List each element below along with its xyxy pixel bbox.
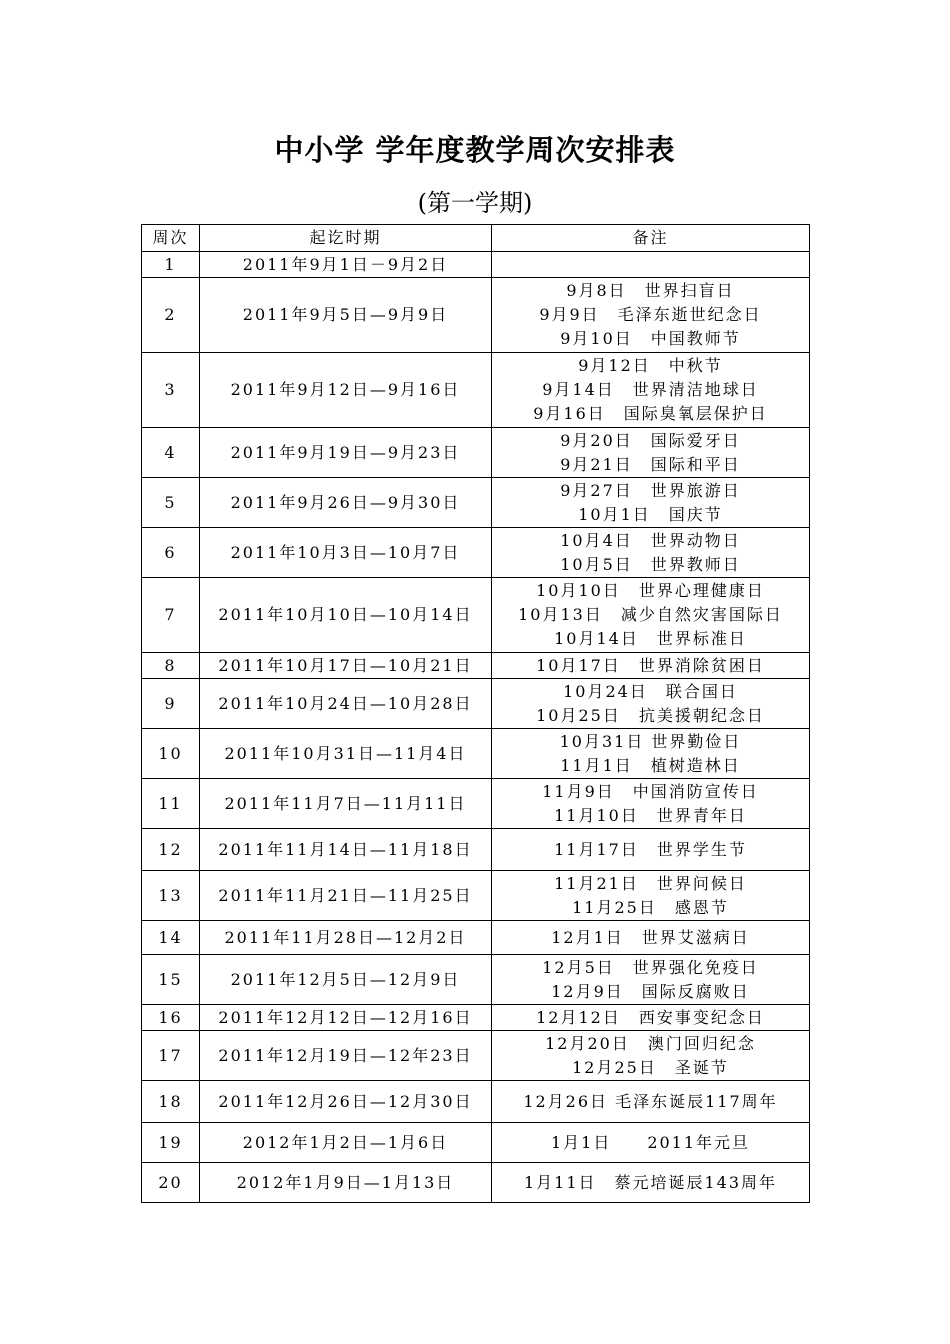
note-line: 11月1日 植树造林日 <box>560 755 741 775</box>
notes-cell <box>492 871 810 921</box>
week-cell: 15 <box>142 955 200 1005</box>
period-cell: 2011年12月12日—12月16日 <box>200 1005 492 1031</box>
table-row <box>142 428 810 478</box>
note-line: 9月27日 世界旅游日 <box>560 480 741 500</box>
note-line: 10月25日 抗美援朝纪念日 <box>536 705 765 725</box>
note-line: 9月9日 毛泽东逝世纪念日 <box>539 305 762 324</box>
week-cell: 1 <box>142 252 200 278</box>
period-cell: 2011年10月24日—10月28日 <box>200 679 492 729</box>
week-cell: 20 <box>142 1163 200 1203</box>
note-line: 10月4日 世界动物日 <box>560 530 741 550</box>
table-row <box>142 1081 810 1123</box>
week-cell: 9 <box>142 679 200 729</box>
notes-cell <box>492 1031 810 1081</box>
notes-cell <box>492 679 810 729</box>
note-line: 10月13日 减少自然灾害国际日 <box>518 605 783 624</box>
note-line: 9月12日 中秋节 <box>578 356 723 375</box>
note-line: 10月1日 国庆节 <box>578 504 723 524</box>
notes-cell <box>492 779 810 829</box>
notes-cell <box>492 528 810 578</box>
week-cell: 3 <box>142 353 200 428</box>
note-line: 1月11日 蔡元培诞辰143周年 <box>523 1172 778 1192</box>
period-cell: 2011年9月5日—9月9日 <box>200 278 492 353</box>
period-cell: 2011年11月28日—12月2日 <box>200 921 492 955</box>
table-row <box>142 578 810 653</box>
week-cell: 10 <box>142 729 200 779</box>
table-row <box>142 1123 810 1163</box>
period-cell: 2011年9月26日—9月30日 <box>200 478 492 528</box>
period-cell: 2011年11月21日—11月25日 <box>200 871 492 921</box>
week-cell: 7 <box>142 578 200 653</box>
note-line: 12月26日 毛泽东诞辰117周年 <box>523 1091 778 1111</box>
note-line: 10月31日 世界勤俭日 <box>559 731 742 751</box>
week-cell: 6 <box>142 528 200 578</box>
period-cell: 2011年12月5日—12月9日 <box>200 955 492 1005</box>
notes-cell <box>492 955 810 1005</box>
notes-cell <box>492 1123 810 1163</box>
period-cell: 2012年1月9日—1月13日 <box>200 1163 492 1203</box>
week-cell: 5 <box>142 478 200 528</box>
period-cell: 2012年1月2日—1月6日 <box>200 1123 492 1163</box>
note-line: 9月8日 世界扫盲日 <box>566 281 735 300</box>
period-cell: 2011年10月31日—11月4日 <box>200 729 492 779</box>
period-cell: 2011年12月26日—12月30日 <box>200 1081 492 1123</box>
period-cell: 2011年11月7日—11月11日 <box>200 779 492 829</box>
period-cell: 2011年10月3日—10月7日 <box>200 528 492 578</box>
notes-cell <box>492 1081 810 1123</box>
table-row <box>142 729 810 779</box>
note-line: 9月10日 中国教师节 <box>560 329 741 348</box>
table-row <box>142 871 810 921</box>
week-cell: 11 <box>142 779 200 829</box>
header-notes: 备注 <box>492 225 810 252</box>
notes-cell <box>492 921 810 955</box>
note-line: 9月21日 国际和平日 <box>560 454 741 474</box>
notes-cell <box>492 729 810 779</box>
week-cell: 4 <box>142 428 200 478</box>
note-line: 12月12日 西安事变纪念日 <box>536 1007 765 1027</box>
page-title: 中小学 学年度教学周次安排表 <box>274 133 676 167</box>
table-row <box>142 1163 810 1203</box>
notes-cell <box>492 278 810 353</box>
period-cell: 2011年9月19日—9月23日 <box>200 428 492 478</box>
table-row <box>142 779 810 829</box>
note-line: 12月9日 国际反腐败日 <box>551 981 750 1001</box>
period-cell: 2011年9月12日—9月16日 <box>200 353 492 428</box>
page-subtitle: (第一学期) <box>417 189 533 217</box>
note-line: 10月5日 世界教师日 <box>560 554 741 574</box>
table-row <box>142 679 810 729</box>
table-row <box>142 955 810 1005</box>
table-row <box>142 528 810 578</box>
period-cell: 2011年9月1日－9月2日 <box>200 252 492 278</box>
period-cell: 2011年10月10日—10月14日 <box>200 578 492 653</box>
table-row <box>142 921 810 955</box>
header-period: 起讫时期 <box>200 225 492 252</box>
table-row <box>142 252 810 278</box>
table-row <box>142 353 810 428</box>
header-week: 周次 <box>142 225 200 252</box>
week-cell: 19 <box>142 1123 200 1163</box>
notes-cell <box>492 653 810 679</box>
notes-cell <box>492 829 810 871</box>
note-line: 10月24日 联合国日 <box>563 681 738 701</box>
schedule-table <box>141 224 810 1203</box>
note-line: 11月25日 感恩节 <box>572 897 729 917</box>
note-line: 11月17日 世界学生节 <box>554 839 747 859</box>
table-row <box>142 1031 810 1081</box>
table-row <box>142 1005 810 1031</box>
table-row <box>142 478 810 528</box>
header-row <box>142 225 810 252</box>
table-row <box>142 829 810 871</box>
notes-cell <box>492 252 810 278</box>
week-cell: 13 <box>142 871 200 921</box>
notes-cell <box>492 478 810 528</box>
week-cell: 14 <box>142 921 200 955</box>
week-cell: 2 <box>142 278 200 353</box>
period-cell: 2011年11月14日—11月18日 <box>200 829 492 871</box>
note-line: 11月9日 中国消防宣传日 <box>542 781 759 801</box>
note-line: 10月17日 世界消除贫困日 <box>536 655 765 675</box>
week-cell: 16 <box>142 1005 200 1031</box>
notes-cell <box>492 578 810 653</box>
note-line: 9月20日 国际爱牙日 <box>560 430 741 450</box>
note-line: 1月1日 2011年元旦 <box>550 1132 751 1152</box>
table-row <box>142 653 810 679</box>
notes-cell <box>492 1005 810 1031</box>
period-cell: 2011年10月17日—10月21日 <box>200 653 492 679</box>
week-cell: 18 <box>142 1081 200 1123</box>
week-cell: 17 <box>142 1031 200 1081</box>
notes-cell <box>492 428 810 478</box>
note-line: 12月5日 世界强化免疫日 <box>542 957 759 977</box>
table-row <box>142 278 810 353</box>
period-cell: 2011年12月19日—12年23日 <box>200 1031 492 1081</box>
note-line: 10月14日 世界标准日 <box>554 629 747 648</box>
note-line: 11月21日 世界问候日 <box>554 873 747 893</box>
note-line: 9月14日 世界清洁地球日 <box>542 380 759 399</box>
note-line: 9月16日 国际臭氧层保护日 <box>533 404 768 423</box>
notes-cell <box>492 1163 810 1203</box>
notes-cell <box>492 353 810 428</box>
note-line: 12月25日 圣诞节 <box>572 1057 729 1077</box>
note-line: 10月10日 世界心理健康日 <box>536 581 765 600</box>
note-line: 12月20日 澳门回归纪念 <box>545 1033 756 1053</box>
week-cell: 8 <box>142 653 200 679</box>
note-line: 12月1日 世界艾滋病日 <box>551 927 750 947</box>
note-line: 11月10日 世界青年日 <box>554 805 747 825</box>
week-cell: 12 <box>142 829 200 871</box>
